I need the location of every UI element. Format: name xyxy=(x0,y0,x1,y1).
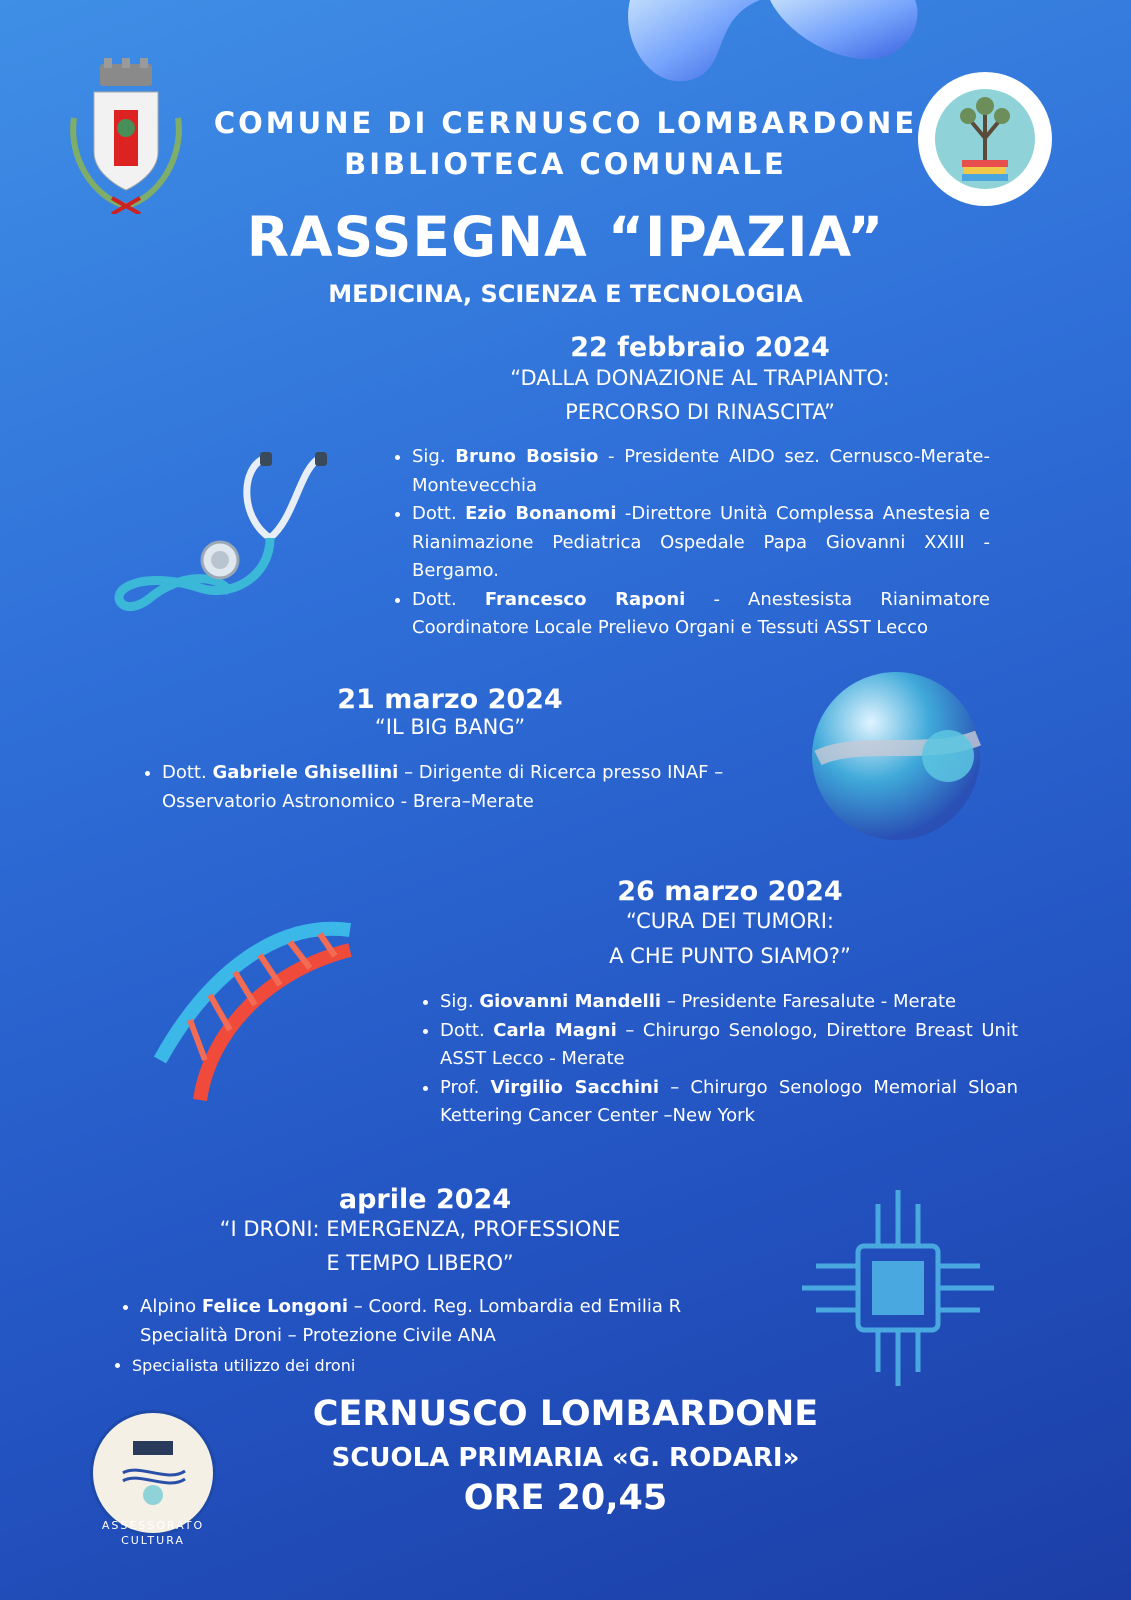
stethoscope-icon xyxy=(110,448,350,618)
seal-caption-line-1: ASSESSORATO xyxy=(101,1519,205,1532)
event-4-talk-line-1: “I DRONI: EMERGENZA, PROFESSIONE xyxy=(219,1217,621,1241)
event-1-speaker-list xyxy=(390,443,990,643)
seal-emblem-icon xyxy=(93,1413,213,1533)
event-1-talk-line-2: PERCORSO DI RINASCITA” xyxy=(565,400,835,424)
library-name: BIBLIOTECA COMUNALE xyxy=(344,147,787,181)
event-series-subtitle: MEDICINA, SCIENZA E TECNOLOGIA xyxy=(328,280,803,308)
event-3-talk-line-2: A CHE PUNTO SIAMO?” xyxy=(609,944,851,968)
event-3-date: 26 marzo 2024 xyxy=(617,876,843,907)
venue-town: CERNUSCO LOMBARDONE xyxy=(312,1394,819,1434)
venue-school: SCUOLA PRIMARIA «G. RODARI» xyxy=(331,1443,800,1473)
event-1-date: 22 febbraio 2024 xyxy=(570,332,830,363)
event-4-talk-line-2: E TEMPO LIBERO” xyxy=(326,1251,514,1275)
event-3-speaker-list xyxy=(418,988,1018,1131)
liquid-blob-decoration xyxy=(620,0,940,110)
event-3-speaker-2: • Dott. Carla Magni – Chirurgo Senologo, Direttore Breast Unit ASST Lecco - Merate xyxy=(440,1017,1018,1074)
event-3-speaker-1: • Sig. Giovanni Mandelli – Presidente Faresalute - Merate xyxy=(440,988,1018,1017)
event-3-speaker-3: • Prof. Virgilio Sacchini – Chirurgo Senologo Memorial Sloan Kettering Cancer Center –New York xyxy=(440,1074,1018,1131)
event-3-talk-line-1: “CURA DEI TUMORI: xyxy=(626,909,834,933)
event-time: ORE 20,45 xyxy=(463,1478,668,1518)
event-2-date: 21 marzo 2024 xyxy=(337,684,563,715)
event-1-talk-line-1: “DALLA DONAZIONE AL TRAPIANTO: xyxy=(510,366,890,390)
event-4-extra-list xyxy=(110,1352,610,1381)
event-1-speaker-3: • Dott. Francesco Raponi - Anestesista Rianimatore Coordinatore Locale Prelievo Organi e Tessuti ASST Lecco xyxy=(412,586,990,643)
event-4-speaker-list xyxy=(118,1293,728,1350)
glass-sphere-icon xyxy=(808,668,988,848)
event-1-speaker-2: • Dott. Ezio Bonanomi -Direttore Unità Complessa Anestesia e Rianimazione Pediatrica Ospedale Papa Giovanni XXIII - Bergamo. xyxy=(412,500,990,586)
event-2-talk: “IL BIG BANG” xyxy=(374,715,526,739)
event-2-speaker-list xyxy=(140,759,740,816)
event-1-speaker-1: • Sig. Bruno Bosisio - Presidente AIDO sez. Cernusco-Merate-Montevecchia xyxy=(412,443,990,500)
event-4-extra-item: • Specialista utilizzo dei droni xyxy=(132,1352,610,1381)
dna-helix-icon xyxy=(150,910,360,1110)
event-2-speaker-1: • Dott. Gabriele Ghisellini – Dirigente di Ricerca presso INAF – Osservatorio Astronomico - Brera–Merate xyxy=(162,759,740,816)
event-4-speaker-1: • Alpino Felice Longoni – Coord. Reg. Lombardia ed Emilia R Specialità Droni – Protezione Civile ANA xyxy=(140,1293,728,1350)
seal-caption-line-2: CULTURA xyxy=(121,1534,185,1547)
event-4-date: aprile 2024 xyxy=(338,1184,512,1215)
municipality-name: COMUNE DI CERNUSCO LOMBARDONE xyxy=(213,106,918,140)
seal-caption xyxy=(80,1518,226,1548)
microchip-icon xyxy=(800,1184,996,1392)
event-series-title: RASSEGNA “IPAZIA” xyxy=(246,205,885,269)
